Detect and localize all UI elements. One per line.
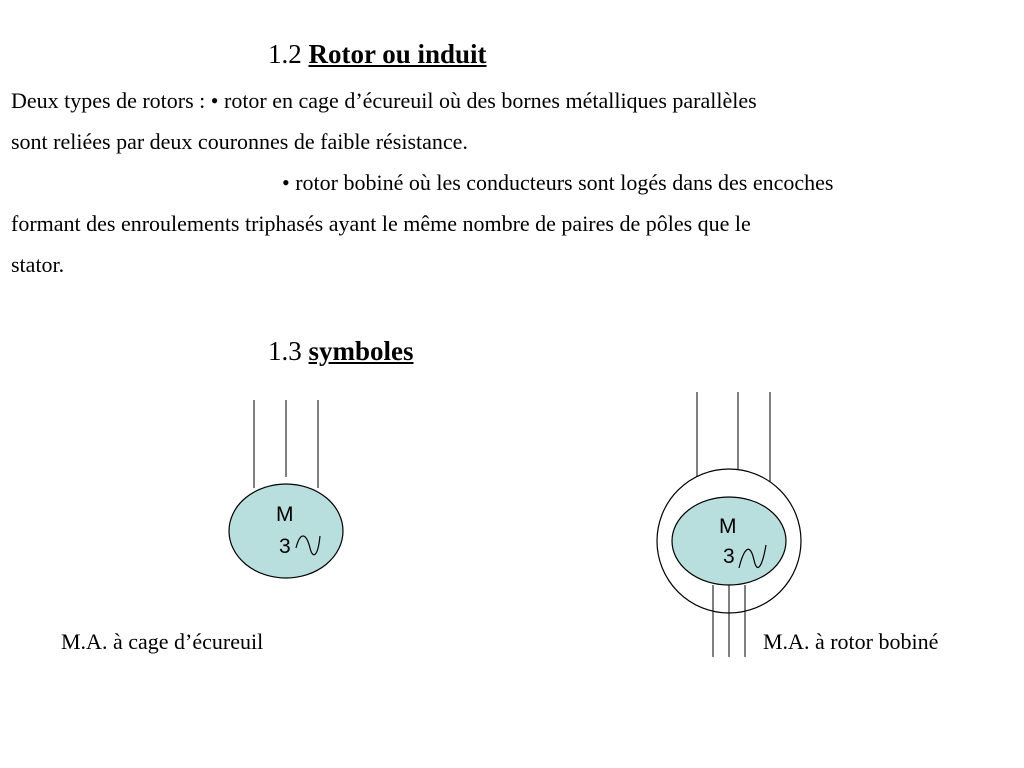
motor-letter: M [276,503,294,526]
paragraph-line-2: sont reliées par deux couronnes de faible résistance. [11,129,468,154]
motor-circle [672,497,786,585]
motor-phases: 3 [723,545,735,568]
motor-letter: M [719,515,737,538]
motor-phases: 3 [279,535,291,558]
section-title: Rotor ou induit [308,39,487,69]
paragraph-line-1: Deux types de rotors : • rotor en cage d’écureuil où des bornes métalliques parallèles [11,88,757,113]
caption-wound-rotor: M.A. à rotor bobiné [763,629,939,654]
paragraph-line-4: formant des enroulements triphasés ayant le même nombre de paires de pôles que le [11,211,751,236]
paragraph-line-3: • rotor bobiné où les conducteurs sont logés dans des encoches [282,170,834,195]
section-number: 1.3 [268,336,302,366]
section-title: symboles [308,336,414,366]
caption-squirrel-cage: M.A. à cage d’écureuil [61,629,264,654]
motor-circle [229,484,343,578]
section-number: 1.2 [268,39,302,69]
paragraph-line-5: stator. [11,252,65,277]
